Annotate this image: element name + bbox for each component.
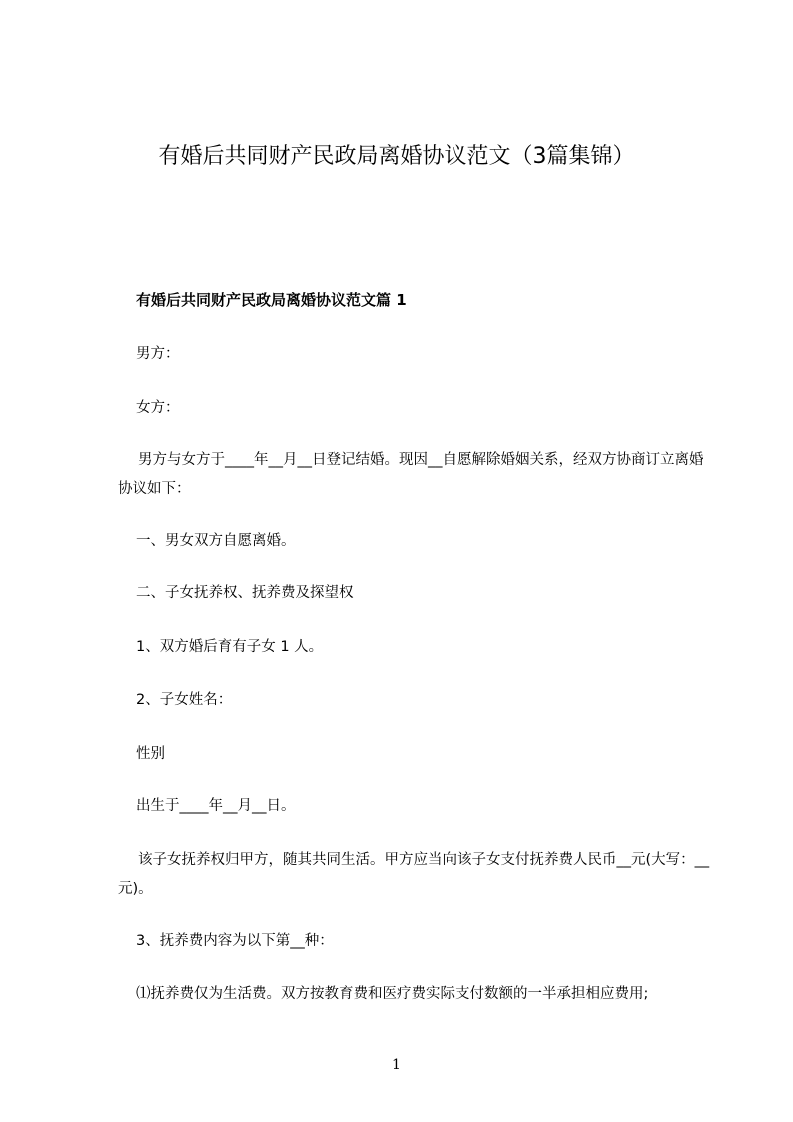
paragraph-item-3: 3、抚养费内容为以下第__种： [136,933,334,949]
document-title: 有婚后共同财产民政局离婚协议范文（3篇集锦） [158,144,635,169]
paragraph-custody: 该子女抚养权归甲方，随其共同生活。甲方应当向该子女支付抚养费人民币__元(大写：__元)。 [118,852,710,897]
paragraph-item-2: 2、子女姓名： [136,692,233,708]
section-heading: 有婚后共同财产民政局离婚协议范文篇 1 [136,291,407,309]
paragraph-clause-2: 二、子女抚养权、抚养费及探望权 [136,585,354,601]
paragraph-gender: 性别 [136,746,165,762]
paragraph-male-party: 男方： [136,346,180,362]
paragraph-marriage-registration: 男方与女方于____年__月__日登记结婚。现因__自愿解除婚姻关系，经双方协商订立离婚协议如下： [118,452,704,497]
paragraph-female-party: 女方： [136,400,180,416]
page-number: 1 [392,1057,401,1073]
paragraph-item-1: 1、双方婚后育有子女 1 人。 [136,639,324,655]
paragraph-support-option-1: ⑴抚养费仅为生活费。双方按教育费和医疗费实际支付数额的一半承担相应费用; [136,986,649,1002]
paragraph-birth-date: 出生于____年__月__日。 [136,798,296,814]
paragraph-clause-1: 一、男女双方自愿离婚。 [136,533,296,549]
